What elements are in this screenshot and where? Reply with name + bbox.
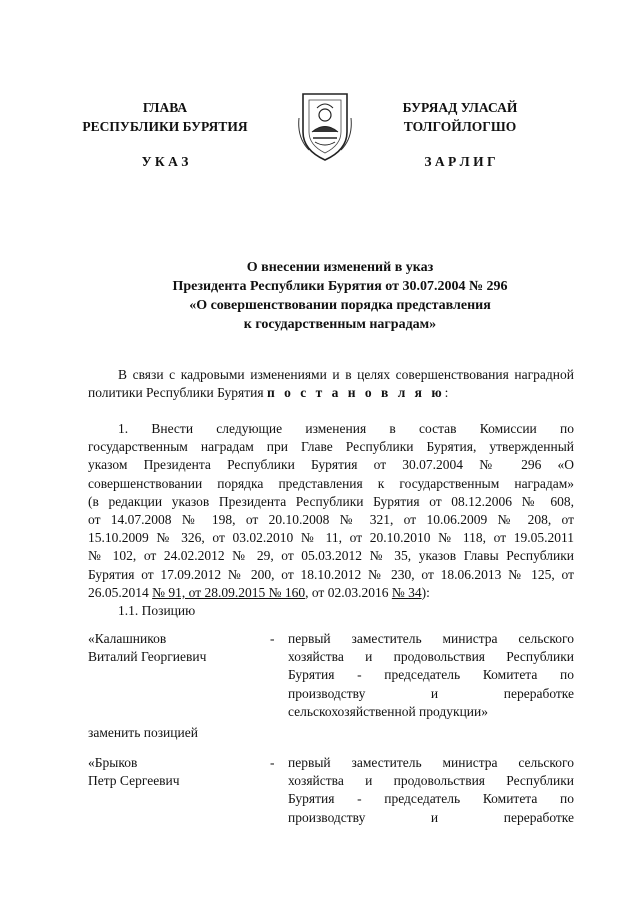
amendment-link-2[interactable]: № 34	[391, 584, 422, 600]
old-person-description: первый заместитель министра сельского хозяйства и продовольствия Республики Бурятия - председатель Комитета по производству и переработке сельскохозяйственной продукции»	[288, 631, 574, 719]
item-1-line: 1. Внести следующие изменения в состав Комиссии по	[118, 421, 574, 436]
subitem-position-label: 1.1. Позицию	[118, 603, 196, 618]
decree-word: п о с т а н о в л я ю	[266, 385, 445, 401]
old-person-dash: -	[270, 631, 275, 646]
replace-label: заменить позицией	[88, 725, 198, 740]
item-1-paragraph	[88, 420, 574, 602]
document-title	[80, 258, 600, 334]
doc-type-left: У К А З	[141, 154, 189, 169]
amendment-link-1[interactable]: № 91, от 28.09.2015 № 160	[152, 584, 306, 600]
old-person-name: «Калашников Виталий Георгиевич	[88, 631, 207, 665]
item-1-line: от 14.07.2008 № 198, от 20.10.2008 № 321, от 10.06.2009 № 208, от	[88, 512, 574, 528]
title-line-1: О внесении изменений в указ	[246, 260, 434, 275]
item-1-line: № 102, от 24.02.2012 № 29, от 05.03.2012 № 35, указов Главы Республики	[88, 548, 574, 564]
item-1-line: совершенствовании порядка представления к государственным наградам»	[88, 475, 574, 491]
title-line-2: Президента Республики Бурятия от 30.07.2004 № 296	[172, 279, 508, 294]
new-person-description: первый заместитель министра сельского хозяйства и продовольствия Республики Бурятия - председатель Комитета по производству и переработке	[288, 755, 574, 825]
coat-of-arms-emblem	[295, 88, 355, 164]
header-right	[370, 98, 550, 136]
item-1-line: государственным наградам при Главе Республики Бурятия, утвержденный	[88, 439, 574, 455]
item-1-line: (в редакции указов Президента Республики Бурятия от 08.12.2006 № 608,	[88, 493, 574, 509]
intro-text: В связи с кадровыми изменениями и в целях совершенствования наградной политики Республики Бурятия	[88, 367, 574, 401]
item-1-line: указом Президента Республики Бурятия от 30.07.2004 № 296 «О	[88, 457, 574, 473]
doc-type-right: З А Р Л И Г	[424, 154, 496, 169]
header-right-title: БУРЯАД УЛАСАЙ	[402, 100, 518, 115]
item-1-line: 15.10.2009 № 326, от 03.02.2010 № 11, от 20.10.2010 № 118, от 19.05.2011	[88, 530, 574, 546]
header-left-title: ГЛАВА	[142, 100, 188, 115]
header-left	[75, 98, 255, 136]
new-person-name: «Брыков Петр Сергеевич	[88, 755, 180, 789]
header-right-subtitle: ТОЛГОЙЛОГШО	[403, 119, 517, 134]
item-1-line: Бурятия от 17.09.2012 № 200, от 18.10.2012 № 230, от 18.06.2013 № 125, от	[88, 566, 574, 582]
item-1-last-line: 26.05.2014 № 91, от 28.09.2015 № 160, от 02.03.2016 № 34):	[88, 584, 430, 600]
new-person-dash: -	[270, 755, 275, 770]
title-line-4: к государственным наградам»	[243, 317, 437, 332]
intro-paragraph	[88, 366, 574, 402]
title-line-3: «О совершенствовании порядка представления	[189, 298, 491, 313]
intro-tail: :	[444, 385, 449, 401]
header-left-subtitle: РЕСПУБЛИКИ БУРЯТИЯ	[82, 119, 248, 134]
